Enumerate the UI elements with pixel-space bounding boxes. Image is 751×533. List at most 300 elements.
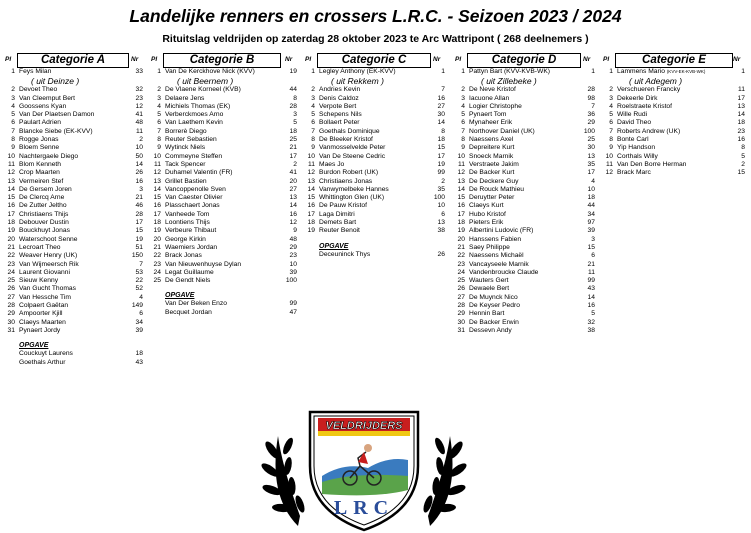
place: 16 [153, 202, 161, 210]
rider-name-text: Verpote Bert [319, 102, 357, 110]
result-row [455, 294, 595, 302]
rider-name-text: Laurent Giovanni [19, 268, 70, 276]
rider-name [617, 161, 686, 169]
result-row [603, 86, 745, 94]
place: 22 [153, 252, 161, 260]
place: 8 [461, 136, 465, 144]
rider-name-text: Dekeerle Dirk [617, 94, 658, 102]
rider-number: 6 [139, 310, 143, 318]
rider-name-text: Brack Jonas [165, 252, 202, 260]
result-row [455, 178, 595, 186]
place: 26 [7, 285, 15, 293]
rider-number: 19 [289, 68, 297, 75]
rider-name [319, 178, 372, 186]
rider-name [19, 252, 77, 260]
result-row [603, 169, 745, 177]
rider-name-text: Michiels Thomas (EK) [165, 102, 231, 110]
result-row [305, 202, 445, 210]
rider-name-text: Commeyne Steffen [165, 152, 223, 160]
rider-name [469, 119, 512, 127]
result-row [5, 136, 143, 144]
rider-name-text: Van Wijmeersch Rik [19, 260, 79, 268]
place: 13 [7, 177, 15, 185]
rider-name-text: Naessens Axel [469, 136, 514, 144]
category-column [305, 53, 445, 259]
result-row [5, 119, 143, 127]
rider-number: 6 [441, 210, 445, 218]
rider-name-text: Debouver Dustin [19, 219, 69, 227]
place: 9 [157, 144, 161, 152]
rider-name: Van Der Beken Enzo [165, 300, 227, 308]
rider-name [19, 277, 58, 285]
rider-number: 52 [135, 285, 143, 293]
rider-number: 29 [289, 243, 297, 251]
rider-name [319, 111, 362, 119]
rider-number: 12 [135, 102, 143, 110]
rider-name-text: Paulart Adrien [19, 119, 62, 127]
rider-number: 18 [737, 119, 745, 127]
rider-name-text: Northover Daniel (UK) [469, 127, 535, 135]
result-row [455, 111, 595, 119]
rider-name [165, 244, 217, 252]
nr-header: Nr [131, 56, 139, 63]
opgave-row [151, 300, 297, 308]
rider-number: 27 [437, 102, 445, 110]
place: 27 [7, 293, 15, 301]
rider-name [617, 136, 649, 144]
rider-name-text: Iacuone Allan [469, 94, 510, 102]
place: 28 [7, 302, 15, 310]
rider-name [319, 194, 384, 202]
result-row [5, 128, 143, 136]
rider-name-text: Blom Kenneth [19, 160, 62, 168]
rider-name [469, 319, 519, 327]
rider-name [165, 269, 214, 277]
rider-name-text: Denis Caldoz [319, 94, 359, 102]
place: 23 [153, 260, 161, 268]
place: 8 [311, 136, 315, 144]
rider-name [617, 153, 658, 161]
place: 6 [11, 119, 15, 127]
rider-name-text: Lammens Mario [617, 68, 665, 75]
page-title: Landelijke renners en crossers L.R.C. - Seizoen 2023 / 2024 [129, 6, 622, 26]
result-row [5, 294, 143, 302]
rider-name [319, 68, 396, 76]
place: 6 [157, 119, 161, 127]
rider-name-text: Van De Steene Cedric [319, 152, 386, 160]
place: 12 [605, 169, 613, 177]
place: 19 [457, 227, 465, 235]
place: 9 [11, 144, 15, 152]
result-row [151, 178, 297, 186]
place: 7 [311, 127, 315, 135]
opgave-row [5, 350, 143, 358]
rider-number: 30 [437, 111, 445, 119]
place: 11 [154, 160, 161, 168]
rider-number: 48 [135, 119, 143, 127]
rider-number: 16 [289, 210, 297, 218]
rider-name [617, 169, 651, 177]
rider-name [19, 227, 70, 235]
result-row [151, 202, 297, 210]
result-row [305, 86, 445, 94]
rider-number: 32 [135, 86, 143, 94]
rider-number: 28 [135, 210, 143, 218]
result-row [5, 285, 143, 293]
rider-number: 12 [289, 219, 297, 227]
place: 7 [461, 127, 465, 135]
place: 19 [307, 227, 315, 235]
result-row [5, 95, 143, 103]
rider-name [165, 186, 226, 194]
opgave-row [305, 251, 445, 259]
rider-number: 44 [587, 202, 595, 210]
result-row [5, 310, 143, 318]
rider-name-text: Pattyn Bart (KVV-KVB-WK) [469, 68, 551, 75]
place: 10 [457, 152, 465, 160]
place: 1 [311, 68, 315, 75]
rider-name-text: Crop Maarten [19, 169, 60, 177]
rider-name-text: Reuter Sebastien [165, 136, 217, 144]
rider-name-text: David Theo [617, 119, 652, 127]
place: 10 [307, 152, 315, 160]
rider-name [319, 161, 344, 169]
rider-name [19, 86, 57, 94]
result-row [151, 103, 297, 111]
result-row [455, 161, 595, 169]
category-header [151, 53, 297, 68]
rider-number: 2 [293, 160, 297, 168]
place: 4 [157, 102, 161, 110]
rider-name-text: Nachtergaele Diego [19, 152, 79, 160]
rider-name [319, 202, 367, 210]
rider-name [469, 261, 529, 269]
place: 8 [157, 136, 161, 144]
opgave-heading: OPGAVE [319, 242, 349, 250]
rider-name [617, 103, 672, 111]
result-row [455, 319, 595, 327]
result-row [603, 68, 745, 76]
rider-name-text: Vermeiren Stef [19, 177, 64, 185]
rider-name-text: Bouckhuyt Jonas [19, 227, 70, 235]
place: 6 [461, 119, 465, 127]
result-row [151, 169, 297, 177]
place: 27 [457, 293, 465, 301]
rider-number: 150 [131, 252, 143, 260]
place: 21 [153, 243, 161, 251]
rider-number: 38 [437, 227, 445, 235]
place: 31 [7, 326, 15, 334]
result-row [151, 261, 297, 269]
rider-number: 16 [135, 177, 143, 185]
rider-number: 48 [289, 235, 297, 243]
rider-name-text: Grillet Bastien [165, 177, 207, 185]
rider-name-text: Van Cleemput Bert [19, 94, 76, 102]
rider-name-text: Devoet Theo [19, 86, 58, 94]
rider-name [19, 202, 67, 210]
rider-name-text: George Kirkin [165, 235, 206, 243]
place: 18 [153, 219, 161, 227]
result-row [603, 153, 745, 161]
rider-number: 18 [587, 194, 595, 202]
place: 3 [461, 94, 465, 102]
result-row [305, 119, 445, 127]
rider-name-text: Legley Anthony (EK-KVV) [319, 68, 396, 75]
result-row [305, 144, 445, 152]
rider-name-text: Wille Rudi [617, 111, 648, 119]
rider-name [19, 186, 72, 194]
rider-name [165, 169, 233, 177]
rider-name [165, 68, 255, 76]
rider-name [19, 219, 69, 227]
result-row [603, 103, 745, 111]
opgave-row [151, 309, 297, 317]
rider-name-text: Van Hessche Tim [19, 293, 71, 301]
rider-name-text: Mynaheer Erik [469, 119, 513, 127]
rider-name-text: Andries Kevin [319, 86, 361, 94]
rider-number: 20 [289, 177, 297, 185]
rider-name [19, 269, 70, 277]
rider-number: 17 [737, 94, 745, 102]
place: 7 [157, 127, 161, 135]
rider-name [319, 128, 380, 136]
rider-name [469, 269, 538, 277]
result-row [151, 161, 297, 169]
rider-name [319, 219, 356, 227]
place: 5 [311, 111, 315, 119]
rider-name-text: Delaere Jens [165, 94, 205, 102]
result-row [305, 161, 445, 169]
rider-name [165, 202, 220, 210]
place: 13 [457, 177, 465, 185]
rider-name-text: Van Der Plaetsen Damon [19, 111, 95, 119]
rider-number: 16 [437, 94, 445, 102]
rider-name-text: Sieuw Kenny [19, 277, 59, 285]
place: 25 [153, 277, 161, 285]
rider-number: 1 [441, 68, 445, 75]
rider-number: 100 [433, 194, 445, 202]
place: 30 [7, 318, 15, 326]
rider-number: 17 [437, 152, 445, 160]
rider-name-text: Van Nieuwenhuyse Dylan [165, 260, 242, 268]
rider-number: 17 [289, 152, 297, 160]
place: 12 [307, 169, 315, 177]
rider-number: 21 [587, 260, 595, 268]
place: 19 [7, 227, 15, 235]
rider-name [165, 128, 207, 136]
rider-name [319, 144, 385, 152]
place: 2 [11, 86, 15, 94]
rider-number: 3 [293, 111, 297, 119]
result-row [603, 111, 745, 119]
rider-name-text: Christiaens Thijs [19, 210, 69, 218]
rider-name [19, 244, 61, 252]
rider-name [469, 161, 519, 169]
place: 17 [307, 210, 315, 218]
result-row [151, 86, 297, 94]
rider-name-text: Maes Jo [319, 160, 345, 168]
place: 25 [457, 277, 465, 285]
rider-name [19, 68, 51, 76]
result-row [5, 161, 143, 169]
category-header [305, 53, 445, 68]
rider-number: 13 [737, 102, 745, 110]
rider-name [165, 111, 223, 119]
nr-header: Nr [285, 56, 293, 63]
winner-club: ( uit Adegem ) [629, 76, 683, 87]
result-row [455, 86, 595, 94]
rider-name [469, 327, 512, 335]
rider-number: 2 [139, 136, 143, 144]
rider-name [469, 194, 514, 202]
place: 3 [11, 94, 15, 102]
place: 2 [311, 86, 315, 94]
result-row [151, 68, 297, 76]
result-row [151, 119, 297, 127]
place: 17 [457, 210, 465, 218]
rider-name-text: Van De Kerckhove Nick (KVV) [165, 68, 255, 75]
result-row [5, 302, 143, 310]
place: 8 [11, 136, 15, 144]
rider-name-text: Van Den Borre Herman [617, 160, 687, 168]
rider-name: Becquet Jordan [165, 308, 212, 316]
place: 16 [7, 202, 15, 210]
place: 5 [11, 111, 15, 119]
rider-name-text: Saey Philippe [469, 243, 510, 251]
rider-name-text: Burdon Robert (UK) [319, 169, 379, 177]
rider-number: 13 [289, 194, 297, 202]
rider-number: 97 [587, 219, 595, 227]
result-row [5, 86, 143, 94]
place: 14 [307, 185, 315, 193]
rider-name-text: Naessens Michaël [469, 252, 524, 260]
rider-name-text: Bloem Senne [19, 144, 60, 152]
rider-name [319, 227, 360, 235]
place: 16 [307, 202, 315, 210]
rider-name [319, 86, 360, 94]
winner-club: ( uit Beernem ) [177, 76, 234, 87]
rider-name-text: Goethals Dominique [319, 127, 380, 135]
result-row [455, 310, 595, 318]
rider-name [165, 178, 207, 186]
rider-name [19, 302, 68, 310]
rider-name-text: De Neve Kristof [469, 86, 516, 94]
result-row [5, 261, 143, 269]
rider-name [19, 285, 76, 293]
result-row [5, 269, 143, 277]
category-title: Categorie C [317, 53, 431, 68]
result-row [305, 186, 445, 194]
rider-number: 7 [591, 102, 595, 110]
rider-name-text: Vanheede Tom [165, 210, 210, 218]
rider-name-text: Dewaele Bert [469, 285, 510, 293]
place: 2 [157, 86, 161, 94]
rider-name [19, 319, 66, 327]
winner-club: ( uit Zillebeke ) [481, 76, 537, 87]
result-row [5, 103, 143, 111]
place: 31 [457, 326, 465, 334]
result-row [5, 227, 143, 235]
rider-name [165, 219, 210, 227]
rider-name [469, 227, 533, 235]
place: 9 [461, 144, 465, 152]
result-row [455, 285, 595, 293]
rider-name [19, 103, 66, 111]
rider-name-text: Duhamel Valentin (FR) [165, 169, 233, 177]
rider-name [469, 244, 510, 252]
result-row [151, 95, 297, 103]
result-row [455, 169, 595, 177]
place: 15 [457, 194, 465, 202]
rider-club-tag: (KVV-EK-KVB-WK) [666, 69, 706, 74]
category-title: Categorie A [17, 53, 129, 68]
place: 11 [308, 160, 315, 168]
rider-number: 29 [587, 119, 595, 127]
rider-name [469, 294, 518, 302]
result-row [151, 144, 297, 152]
category-title: Categorie B [163, 53, 281, 68]
place: 18 [7, 219, 15, 227]
category-column [603, 53, 745, 178]
rider-name [165, 144, 205, 152]
rider-number: 13 [437, 219, 445, 227]
result-row [151, 194, 297, 202]
rider-number: 13 [587, 152, 595, 160]
place: 1 [11, 68, 15, 75]
rider-name [469, 136, 513, 144]
place: 9 [311, 144, 315, 152]
rider-name [19, 169, 60, 177]
rider-number: 1 [741, 68, 745, 75]
rider-name-text: Wauters Gert [469, 277, 509, 285]
result-row [5, 244, 143, 252]
rider-number: 18 [437, 136, 445, 144]
place: 6 [311, 119, 315, 127]
rider-number: 10 [135, 144, 143, 152]
rider-name-text: Rogge Jonas [19, 136, 59, 144]
place: 7 [11, 127, 15, 135]
rider-name [19, 261, 79, 269]
rider-name-text: Goossens Kyan [19, 102, 67, 110]
rider-number: 10 [587, 185, 595, 193]
rider-name [469, 310, 504, 318]
result-row [151, 236, 297, 244]
rider-number: 34 [587, 210, 595, 218]
rider-name [165, 161, 206, 169]
rider-number: 41 [135, 111, 143, 119]
result-row [603, 144, 745, 152]
rider-name [319, 95, 359, 103]
rider-name [165, 86, 241, 94]
rider-name [165, 252, 202, 260]
result-row [305, 169, 445, 177]
category-title: Categorie D [467, 53, 581, 68]
place: 9 [609, 144, 613, 152]
rider-number: 43 [587, 285, 595, 293]
rider-number: 41 [289, 169, 297, 177]
rider-number: 50 [135, 152, 143, 160]
rider-name-text: Claeys Maarten [19, 318, 66, 326]
logo-banner: VELDRIJDERS [325, 420, 403, 432]
place: 30 [457, 318, 465, 326]
rider-number: 35 [437, 185, 445, 193]
rider-number: 3 [591, 235, 595, 243]
place: 20 [457, 235, 465, 243]
place: 5 [609, 111, 613, 119]
rider-name-text: Feys Milan [19, 68, 52, 75]
rider-number: 51 [135, 243, 143, 251]
result-row [151, 244, 297, 252]
